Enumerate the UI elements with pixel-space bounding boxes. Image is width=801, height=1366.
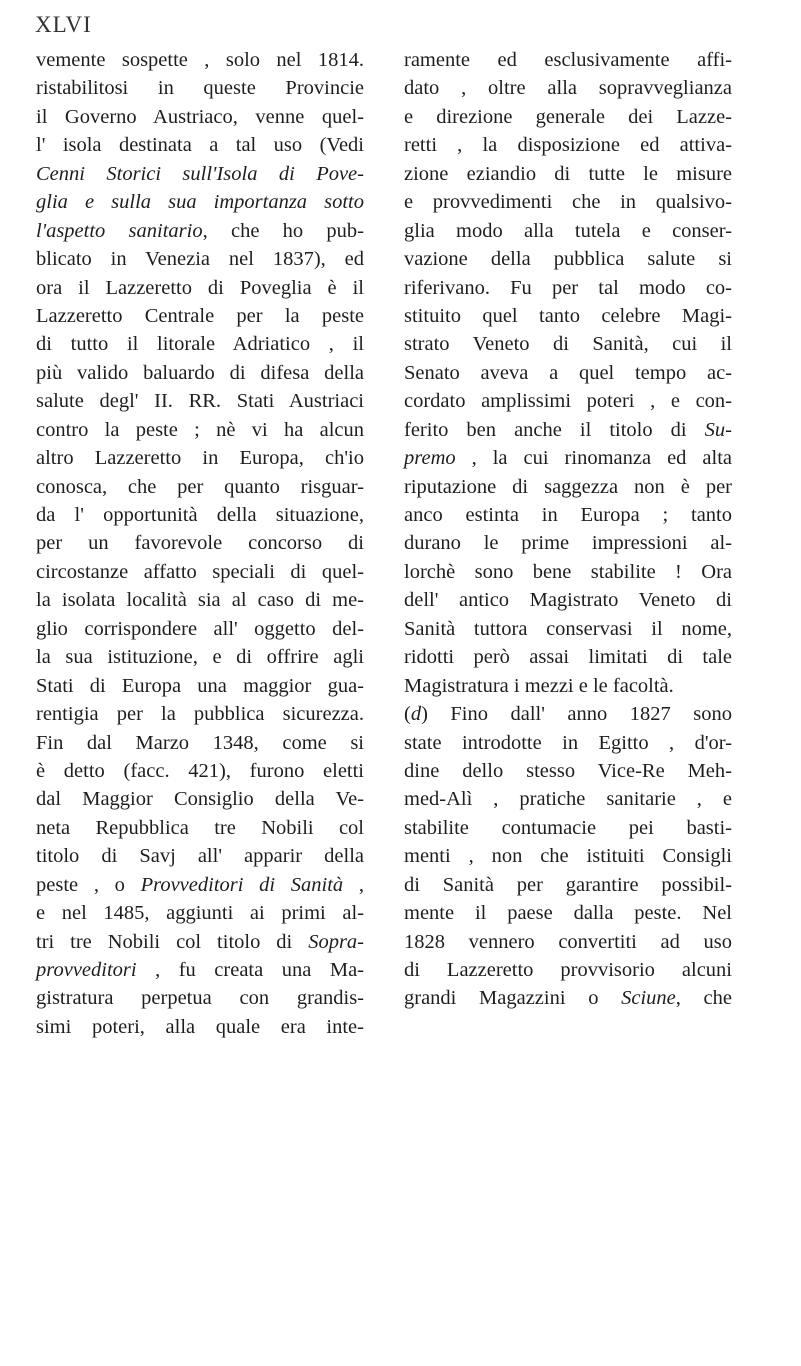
left-column-text-line: neta Repubblica tre Nobili col: [36, 816, 364, 839]
left-column-text-line: salute degl' II. RR. Stati Austriaci: [36, 390, 364, 413]
right-column: [404, 46, 732, 1013]
right-column-text-line: dine dello stesso Vice-Re Meh-: [404, 759, 732, 782]
right-column-text-line: dato , oltre alla sopravveglianza: [404, 77, 732, 100]
left-column-text-line: dal Maggior Consiglio della Ve-: [36, 788, 364, 811]
left-column-text-line: blicato in Venezia nel 1837), ed: [36, 248, 364, 271]
left-column-text-line: gistratura perpetua con grandis-: [36, 987, 364, 1010]
right-column-text-line: vazione della pubblica salute si: [404, 248, 732, 271]
right-column-text-line: (d) Fino dall' anno 1827 sono: [404, 703, 732, 726]
left-column-text-line: contro la peste ; nè vi ha alcun: [36, 418, 364, 441]
right-column-text-line: e direzione generale dei Lazze-: [404, 105, 732, 128]
left-column-text-line: Stati di Europa una maggior gua-: [36, 674, 364, 697]
right-column-text-line: dell' antico Magistrato Veneto di: [404, 589, 732, 612]
left-column-text-line: glia e sulla sua importanza sotto: [36, 191, 364, 214]
right-column-text-line: anco estinta in Europa ; tanto: [404, 504, 732, 526]
left-column-text-line: più valido baluardo di difesa della: [36, 361, 364, 384]
right-column-text-line: ferito ben anche il titolo di Su-: [404, 418, 732, 441]
right-column-text-line: stabilite contumacie pei basti-: [404, 816, 732, 839]
right-column-text-line: ramente ed esclusivamente affi-: [404, 49, 732, 71]
left-column-text-line: ristabilitosi in queste Provincie: [36, 77, 364, 100]
left-column-text-line: circostanze affatto speciali di quel-: [36, 560, 364, 583]
right-column-text-line: durano le prime impressioni al-: [404, 532, 732, 555]
left-column-text-line: la sua istituzione, e di offrire agli: [36, 646, 364, 669]
left-column-text-line: la isolata località sia al caso di me-: [36, 589, 364, 612]
left-column-text-line: il Governo Austriaco, venne quel-: [36, 105, 364, 128]
left-column-text-line: e nel 1485, aggiunti ai primi al-: [36, 902, 364, 925]
right-column-text-line: glia modo alla tutela e conser-: [404, 219, 732, 242]
left-column-text-line: l' isola destinata a tal uso (Vedi: [36, 134, 364, 157]
left-column-text-line: rentigia per la pubblica sicurezza.: [36, 703, 364, 726]
right-column-text-line: premo , la cui rinomanza ed alta: [404, 447, 732, 470]
left-column-text-line: di tutto il litorale Adriatico , il: [36, 333, 364, 356]
left-column-text-line: ora il Lazzeretto di Poveglia è il: [36, 276, 364, 299]
left-column-text-line: provveditori , fu creata una Ma-: [36, 959, 364, 981]
left-column-text-line: è detto (facc. 421), furono eletti: [36, 759, 364, 782]
left-column-text-line: Cenni Storici sull'Isola di Pove-: [36, 162, 364, 185]
right-column-text-line: di Sanità per garantire possibil-: [404, 873, 732, 896]
right-column-text-line: zione eziandio di tutte le misure: [404, 162, 732, 185]
left-column-text-line: simi poteri, alla quale era inte-: [36, 1015, 364, 1038]
right-column-text-line: ridotti però assai limitati di tale: [404, 646, 732, 669]
right-column-text-line: Sanità tuttora conservasi il nome,: [404, 617, 732, 640]
left-column-text-line: tri tre Nobili col titolo di Sopra-: [36, 930, 364, 953]
left-column-text-line: per un favorevole concorso di: [36, 532, 364, 555]
right-column-text-line: stituito quel tanto celebre Magi-: [404, 304, 732, 327]
right-column-text-line: riferivano. Fu per tal modo co-: [404, 276, 732, 299]
page-number: XLVI: [35, 12, 92, 37]
left-column-text-line: glio corrispondere all' oggetto del-: [36, 617, 364, 640]
left-column-text-line: peste , o Provveditori di Sanità ,: [36, 873, 365, 896]
left-column-text-line: titolo di Savj all' apparir della: [36, 845, 364, 868]
left-column-text-line: l'aspetto sanitario, che ho pub-: [36, 219, 364, 242]
right-column-text-line: Senato aveva a quel tempo ac-: [404, 361, 732, 384]
right-column-text-line: mente il paese dalla peste. Nel: [404, 902, 732, 925]
left-column: [36, 46, 364, 1041]
right-column-text-line: menti , non che istituiti Consigli: [404, 845, 732, 868]
left-column-text-line: altro Lazzeretto in Europa, ch'io: [36, 447, 364, 470]
right-column-text-line: 1828 vennero convertiti ad uso: [404, 930, 732, 953]
right-column-text-line: med-Alì , pratiche sanitarie , e: [404, 788, 732, 811]
right-column-text-line: state introdotte in Egitto , d'or-: [404, 731, 732, 754]
right-column-text-line: di Lazzeretto provvisorio alcuni: [404, 959, 732, 981]
right-column-text-line: cordato amplissimi poteri , e con-: [404, 390, 732, 413]
right-column-text-line: e provvedimenti che in qualsivo-: [404, 191, 732, 214]
right-column-text-line: grandi Magazzini o Sciune, che: [404, 987, 732, 1010]
right-column-text-line: riputazione di saggezza non è per: [404, 475, 732, 498]
left-column-text-line: Lazzeretto Centrale per la peste: [36, 304, 364, 327]
left-column-text-line: conosca, che per quanto risguar-: [36, 475, 364, 498]
left-column-text-line: Fin dal Marzo 1348, come si: [36, 731, 364, 754]
right-column-text-line: lorchè sono bene stabilite ! Ora: [404, 560, 732, 583]
right-column-text-line: strato Veneto di Sanità, cui il: [404, 333, 732, 356]
left-column-text-line: vemente sospette , solo nel 1814.: [36, 49, 364, 71]
right-column-text-line: retti , la disposizione ed attiva-: [404, 134, 732, 157]
left-column-text-line: da l' opportunità della situazione,: [36, 504, 364, 526]
right-column-text-line: Magistratura i mezzi e le facoltà.: [404, 674, 674, 697]
